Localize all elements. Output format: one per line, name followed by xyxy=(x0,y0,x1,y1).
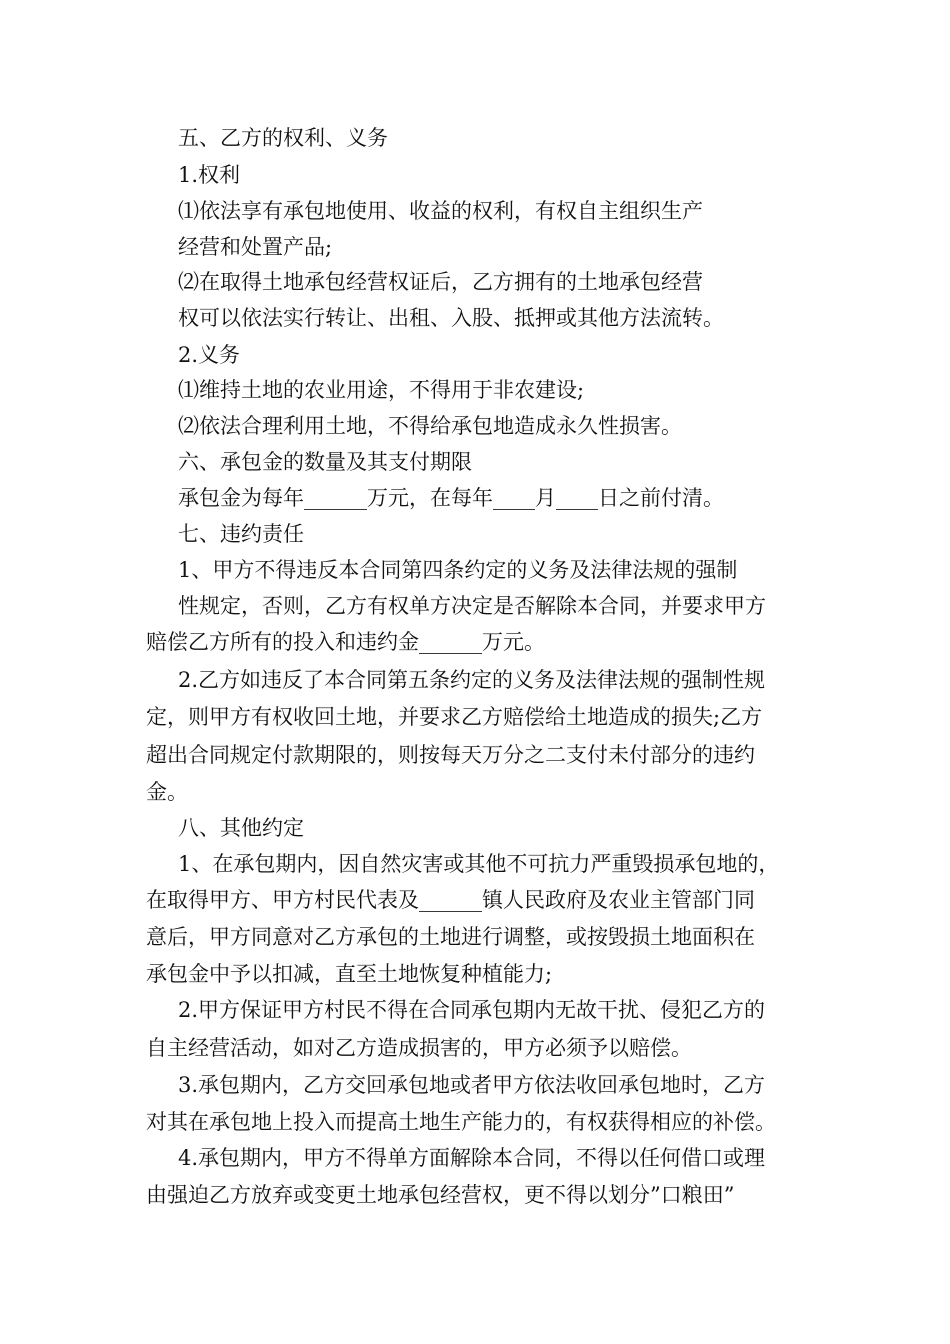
text-line: ⑴维持土地的农业用途，不得用于非农建设; xyxy=(178,378,585,402)
text-line: ⑵依法合理利用土地，不得给承包地造成永久性损害。 xyxy=(178,414,682,438)
obligations-heading: 2.义务 xyxy=(178,343,241,367)
text-line: 4.承包期内，甲方不得单方面解除本合同，不得以任何借口或理 xyxy=(178,1146,766,1170)
rights-heading: 1.权利 xyxy=(178,163,241,187)
text-line: 承包金为每年______万元，在每年____月____日之前付清。 xyxy=(178,486,724,510)
text-line: 金。 xyxy=(146,780,188,804)
section-8-heading: 八、其他约定 xyxy=(178,816,304,840)
text-line: 对其在承包地上投入而提高土地生产能力的，有权获得相应的补偿。 xyxy=(146,1110,776,1134)
text-line: 由强迫乙方放弃或变更土地承包经营权，更不得以划分”口粮田” xyxy=(146,1183,735,1207)
section-6-heading: 六、承包金的数量及其支付期限 xyxy=(178,450,472,474)
section-5-heading: 五、乙方的权利、义务 xyxy=(178,126,388,150)
text-line: ⑵在取得土地承包经营权证后，乙方拥有的土地承包经营 xyxy=(178,270,703,294)
text-line: 权可以依法实行转让、出租、入股、抵押或其他方法流转。 xyxy=(178,306,724,330)
text-line: 1、甲方不得违反本合同第四条约定的义务及法律法规的强制 xyxy=(178,558,738,582)
text-line: 性规定，否则，乙方有权单方决定是否解除本合同，并要求甲方 xyxy=(178,594,766,618)
text-line: 定，则甲方有权收回土地，并要求乙方赔偿给土地造成的损失;乙方 xyxy=(146,705,763,729)
text-line: 经营和处置产品; xyxy=(178,235,333,259)
text-line: 在取得甲方、甲方村民代表及______镇人民政府及农业主管部门同 xyxy=(146,888,755,912)
text-line: 超出合同规定付款期限的，则按每天万分之二支付未付部分的违约 xyxy=(146,743,755,767)
text-line: 自主经营活动，如对乙方造成损害的，甲方必须予以赔偿。 xyxy=(146,1036,692,1060)
text-line: 承包金中予以扣减，直至土地恢复种植能力; xyxy=(146,962,553,986)
text-line: 3.承包期内，乙方交回承包地或者甲方依法收回承包地时，乙方 xyxy=(178,1073,766,1097)
text-line: ⑴依法享有承包地使用、收益的权利，有权自主组织生产 xyxy=(178,199,703,223)
text-line: 2.甲方保证甲方村民不得在合同承包期内无故干扰、侵犯乙方的 xyxy=(178,998,766,1022)
text-line: 意后，甲方同意对乙方承包的土地进行调整，或按毁损土地面积在 xyxy=(146,925,755,949)
section-7-heading: 七、违约责任 xyxy=(178,522,304,546)
text-line: 2.乙方如违反了本合同第五条约定的义务及法律法规的强制性规 xyxy=(178,668,766,692)
text-line: 赔偿乙方所有的投入和违约金______万元。 xyxy=(146,630,545,654)
text-line: 1、在承包期内，因自然灾害或其他不可抗力严重毁损承包地的， xyxy=(178,852,780,876)
